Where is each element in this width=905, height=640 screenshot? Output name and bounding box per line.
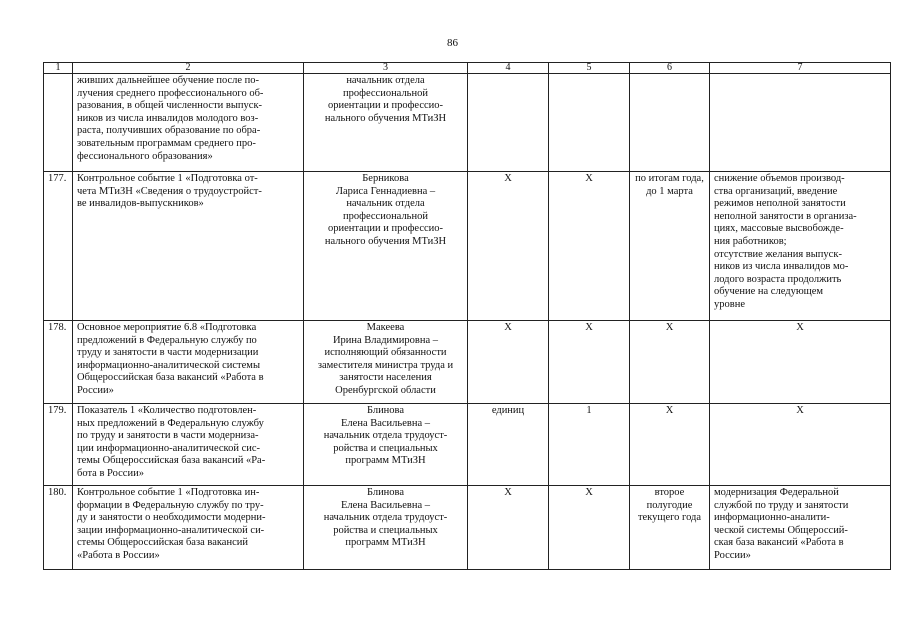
description-line: разования, в общей численности выпуск-	[77, 100, 263, 112]
description-line: Показатель 1 «Количество подготовлен-	[77, 405, 257, 416]
responsible-line: программ МТиЗН	[345, 455, 426, 467]
result-line: ства организаций, введение	[714, 185, 838, 197]
unit-cell: Х	[468, 486, 549, 570]
deadline-line: текущего года	[637, 512, 702, 524]
result-cell	[710, 404, 891, 486]
value-cell: Х	[549, 172, 630, 321]
description-line: лучения среднего профессионального об-	[77, 87, 264, 99]
deadline-cell	[630, 74, 710, 172]
result-line: циях, массовые высвобожде-	[714, 223, 844, 235]
value-cell	[549, 74, 630, 172]
value-cell: 1	[549, 404, 630, 486]
result-line: ников из числа инвалидов мо-	[714, 261, 849, 273]
responsible-cell	[304, 321, 468, 404]
result-line: информационно-аналити-	[714, 512, 830, 524]
result-line: отсутствие желания выпуск-	[714, 248, 842, 260]
description-line: бота в России»	[77, 467, 144, 479]
responsible-line: нального обучения МТиЗН	[324, 235, 447, 247]
deadline-line: полугодие	[646, 499, 693, 511]
plan-table	[43, 62, 891, 570]
responsible-cell	[304, 404, 468, 486]
description-line: по труду и занятости в части модерниза-	[77, 430, 259, 442]
responsible-line: Берникова	[362, 173, 409, 184]
responsible-line: Елена Васильевна –	[341, 499, 430, 511]
result-line: неполной занятости в организа-	[714, 210, 857, 222]
deadline-line: Х	[665, 405, 674, 416]
description-line: раста, получивших образование по обра-	[77, 125, 261, 137]
deadline-line: Х	[665, 322, 674, 333]
responsible-line: заместителя министра труда и	[317, 359, 454, 371]
responsible-line: начальник отдела	[346, 198, 425, 210]
column-header: 6	[630, 63, 710, 74]
description-line: Основное мероприятие 6.8 «Подготовка	[77, 322, 257, 333]
responsible-line: начальник отдела трудоуст-	[323, 430, 448, 442]
responsible-line: начальник отдела трудоуст-	[323, 512, 448, 524]
description-line: ции информационно-аналитической сис-	[77, 442, 261, 454]
result-line: уровне	[714, 298, 745, 310]
result-line: ния работников;	[714, 235, 787, 247]
column-header: 4	[468, 63, 549, 74]
description-line: «Работа в России»	[77, 549, 160, 561]
description-line: Контрольное событие 1 «Подготовка от-	[77, 173, 258, 184]
unit-cell	[468, 74, 549, 172]
responsible-cell	[304, 172, 468, 321]
value-cell: Х	[549, 486, 630, 570]
description-cell	[73, 172, 304, 321]
result-line: режимов неполной занятости	[714, 198, 846, 210]
description-cell	[73, 404, 304, 486]
result-line: обучение на следующем	[714, 286, 824, 298]
description-line: зовательным программам среднего про-	[77, 137, 256, 149]
result-line: снижение объемов производ-	[714, 173, 845, 184]
row-number-cell: 180.	[44, 486, 73, 570]
description-line: информационно-аналитической системы	[77, 359, 261, 371]
result-cell	[710, 321, 891, 404]
description-line: ных предложений в Федеральную службу	[77, 417, 264, 429]
responsible-line: программ МТиЗН	[345, 537, 426, 549]
column-header: 3	[304, 63, 468, 74]
deadline-cell	[630, 404, 710, 486]
responsible-line: Блинова	[366, 405, 405, 416]
deadline-line: до 1 марта	[646, 185, 693, 197]
responsible-line: ройства и специальных	[333, 442, 438, 454]
description-line: предложений в Федеральную службу по	[77, 334, 257, 346]
responsible-line: Лариса Геннадиевна –	[335, 185, 436, 197]
deadline-cell	[630, 172, 710, 321]
responsible-line: Ирина Владимировна –	[332, 334, 439, 346]
responsible-cell	[304, 74, 468, 172]
unit-cell: единиц	[468, 404, 549, 486]
description-line: чета МТиЗН «Сведения о трудоустройст-	[77, 185, 262, 197]
description-line: формации в Федеральную службу по тру-	[77, 499, 264, 511]
column-header: 1	[44, 63, 73, 74]
table-row	[44, 74, 891, 172]
description-line: ду и занятости о необходимости модерни-	[77, 512, 266, 524]
responsible-line: ройства и специальных	[333, 524, 438, 536]
row-number-cell: 177.	[44, 172, 73, 321]
responsible-line: Елена Васильевна –	[341, 417, 430, 429]
responsible-line: Макеева	[366, 322, 405, 333]
responsible-line: Оренбургской области	[335, 384, 436, 396]
result-line: лодого возраста продолжить	[714, 273, 842, 285]
description-line: ве инвалидов-выпускников»	[77, 198, 204, 210]
unit-cell: Х	[468, 172, 549, 321]
deadline-cell	[630, 486, 710, 570]
description-line: стемы Общероссийская база вакансий	[77, 537, 248, 549]
row-number-cell	[44, 74, 73, 172]
responsible-line: Блинова	[366, 487, 405, 498]
description-line: Контрольное событие 1 «Подготовка ин-	[77, 487, 260, 498]
deadline-line: по итогам года,	[635, 173, 704, 184]
table-row	[44, 486, 891, 570]
responsible-cell	[304, 486, 468, 570]
description-line: темы Общероссийская база вакансий «Ра-	[77, 455, 266, 467]
column-header: 5	[549, 63, 630, 74]
description-cell	[73, 321, 304, 404]
result-cell	[710, 74, 891, 172]
description-line: зации информационно-аналитической си-	[77, 524, 265, 536]
responsible-line: занятости населения	[339, 372, 432, 384]
description-line: России»	[77, 384, 114, 396]
row-number-cell: 179.	[44, 404, 73, 486]
result-line: службой по труду и занятости	[714, 499, 849, 511]
responsible-line: ориентации и профессио-	[327, 100, 444, 112]
description-line: фессионального образования»	[77, 150, 213, 162]
description-cell	[73, 74, 304, 172]
result-line: Х	[796, 322, 804, 333]
column-header: 7	[710, 63, 891, 74]
header-row	[44, 63, 891, 74]
description-line: живших дальнейшее обучение после по-	[77, 75, 260, 86]
responsible-line: нального обучения МТиЗН	[324, 112, 447, 124]
description-line: Общероссийская база вакансий «Работа в	[77, 372, 264, 384]
deadline-cell	[630, 321, 710, 404]
result-line: ская база вакансий «Работа в	[714, 537, 844, 549]
page-number: 86	[447, 37, 458, 49]
responsible-line: профессиональной	[343, 210, 428, 222]
result-line: ческой системы Общероссий-	[714, 524, 848, 536]
description-line: труду и занятости в части модернизации	[77, 347, 259, 359]
table-row	[44, 172, 891, 321]
row-number-cell: 178.	[44, 321, 73, 404]
result-line: Х	[796, 405, 804, 416]
result-line: модернизация Федеральной	[714, 487, 839, 498]
result-cell	[710, 172, 891, 321]
result-line: России»	[714, 549, 751, 561]
description-cell	[73, 486, 304, 570]
responsible-line: начальник отдела	[346, 75, 425, 86]
unit-cell: Х	[468, 321, 549, 404]
table-row	[44, 404, 891, 486]
result-cell	[710, 486, 891, 570]
table-body	[44, 74, 891, 570]
table-row	[44, 321, 891, 404]
description-line: ников из числа инвалидов молодого воз-	[77, 112, 259, 124]
column-header: 2	[73, 63, 304, 74]
responsible-line: исполняющий обязанности	[324, 347, 447, 359]
responsible-line: профессиональной	[343, 87, 428, 99]
deadline-line: второе	[654, 487, 685, 498]
responsible-line: ориентации и профессио-	[327, 223, 444, 235]
value-cell: Х	[549, 321, 630, 404]
